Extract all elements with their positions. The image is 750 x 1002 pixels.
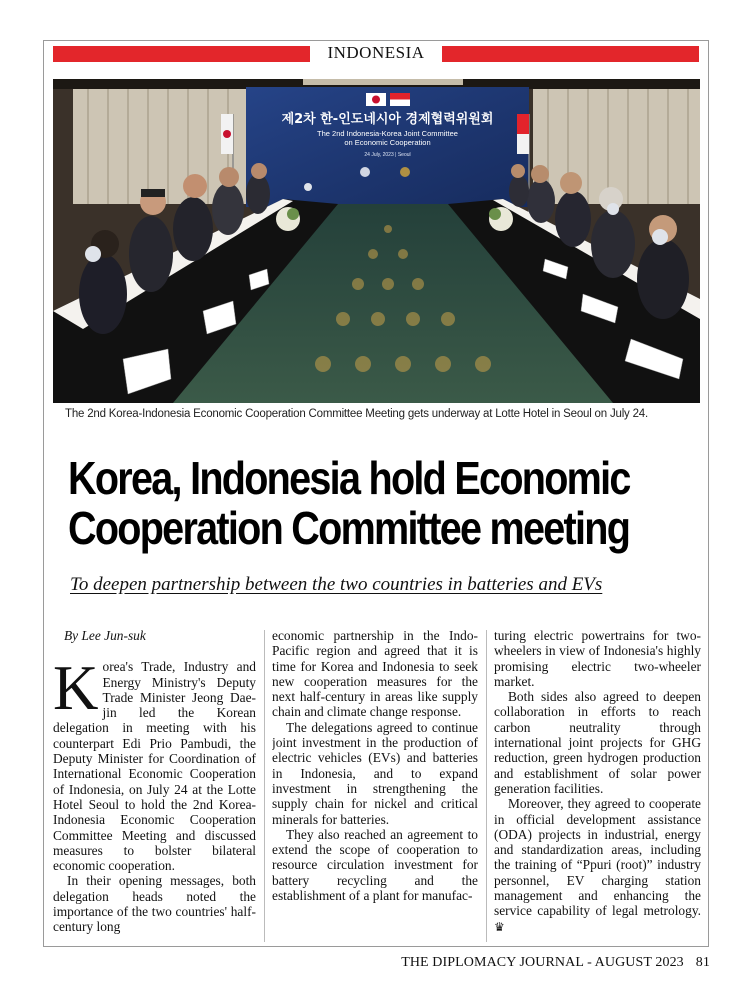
page-footer [401, 955, 710, 971]
headline-line-1: Korea, Indonesia hold Economic [68, 452, 630, 504]
indonesia-emblem-icon [400, 167, 410, 177]
column-rule-2 [486, 630, 487, 942]
column-rule-1 [264, 630, 265, 942]
paragraph: Both sides also agreed to deepen collaboration in efforts to reach carbon neutrality through international joint projects for GHG reduction, green hydrogen production and establishment of solar power generation facilities. [494, 689, 701, 796]
article-column-1 [53, 628, 256, 944]
paragraph-text: Moreover, they agreed to cooperate in official development assistance (ODA) projects in industrial, energy and standardization areas, including the training of “Ppuri (root)” industry personnel, EV charging station management and enhancing the service capability of legal metrology. [494, 796, 701, 919]
paragraph: The delegations agreed to continue joint investment in the production of electric vehicles (EVs) and batteries in Indonesia, and to expand investment in strengthening the supply chain for nickel and critical minerals for batteries. [272, 719, 478, 827]
photo-caption: The 2nd Korea-Indonesia Economic Cooperation Committee Meeting gets underway at Lotte Hotel in Seoul on July 24. [65, 408, 648, 420]
section-bar-left [53, 46, 310, 62]
article-column-2 [272, 628, 478, 944]
article-byline: By Lee Jun-suk [64, 628, 146, 643]
section-label: INDONESIA [327, 43, 425, 62]
paragraph: In their opening messages, both delegation heads noted the importance of the two countries' half-century long [53, 873, 256, 935]
drop-cap: K [53, 653, 99, 724]
paragraph: turing electric powertrains for two-wheelers in view of Indonesia's highly promising electric two-wheeler market. [494, 628, 701, 689]
ministry-logo-icon [360, 167, 370, 177]
headline-line-2: Cooperation Committee meeting [68, 502, 630, 554]
banner-english-line1: The 2nd Indonesia-Korea Joint Committee [317, 129, 458, 138]
paragraph-text: orea's Trade, Industry and Energy Ministry's Deputy Trade Minister Jeong Dae-jin led the Korean delegation in meeting with his counterpart Edi Prio Pambudi, the Deputy Minister for Coordination of International Economic Cooperation of Indonesia, on July 24 at the Lotte Hotel Seoul to hold the 2nd Korea-Indonesia Economic Cooperation Committee Meeting and discussed measures to bolster bilateral economic cooperation. [53, 659, 256, 874]
article-column-3 [494, 628, 701, 944]
paragraph [53, 653, 256, 874]
paragraph [494, 796, 701, 935]
end-mark-icon: ♛ [494, 919, 505, 934]
banner-korean-title: 제2차 한-인도네시아 경제협력위원회 [281, 112, 494, 127]
section-bar-right [442, 46, 699, 62]
paragraph: economic partnership in the Indo-Pacific region and agreed that it is time for Korea and Indonesia to seek new cooperation measures for the next half-century in areas like supply chain and climate change response. [272, 628, 478, 720]
page-number: 81 [695, 955, 710, 970]
banner-date: 24 July, 2023 | Seoul [364, 152, 411, 158]
article-headline [68, 452, 630, 554]
article-subtitle: To deepen partnership between the two countries in batteries and EVs [70, 574, 603, 595]
paragraph: They also reached an agreement to extend the scope of cooperation to resource circulation investment for battery recycling and the establishment of a plant for manufac- [272, 826, 478, 904]
publication-name: THE DIPLOMACY JOURNAL - AUGUST 2023 [401, 955, 684, 970]
meeting-photo [53, 79, 700, 403]
banner-english-line2: on Economic Cooperation [344, 138, 431, 147]
